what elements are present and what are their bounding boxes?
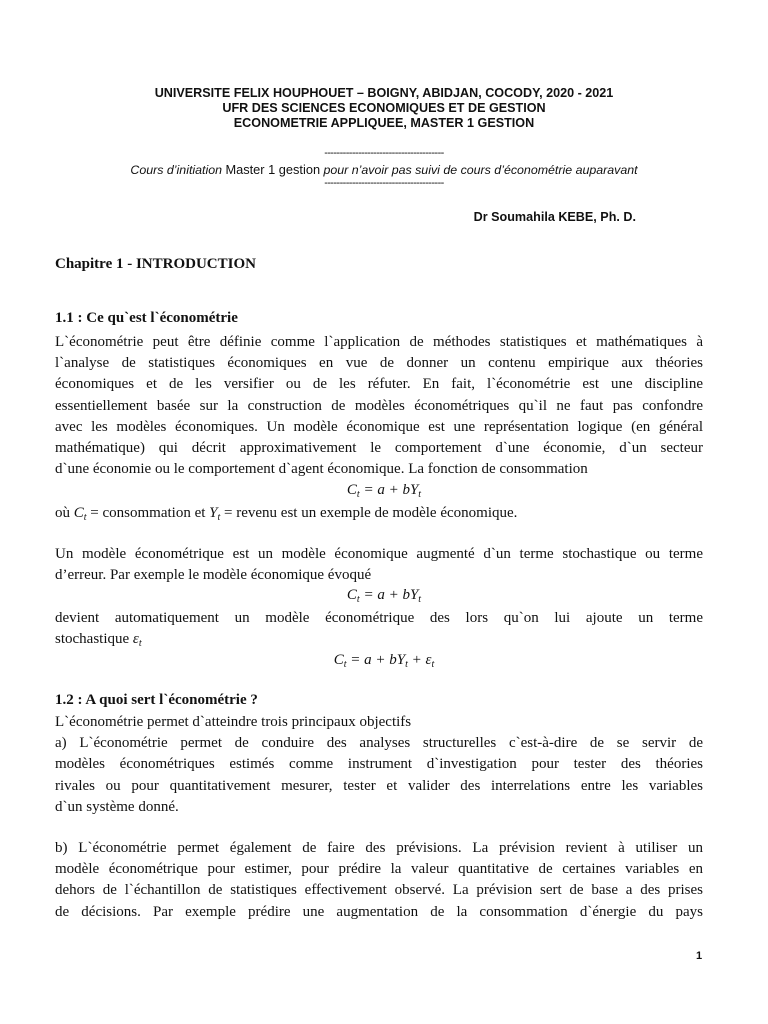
paragraph-line: d’erreur. Par exemple le modèle économique évoqué — [55, 567, 372, 584]
intro-part3: pour n’avoir pas suivi de cours d’économétrie auparavant — [320, 163, 638, 177]
paragraph-line: b) L`économétrie permet également de faire des prévisions. La prévision revient à utiliser un — [55, 840, 703, 856]
section-1-1-paragraph-2 — [55, 544, 703, 586]
paragraph-line: l`analyse de statistiques économiques en vue de donner un contenu empirique aux théories — [55, 355, 703, 372]
paragraph-line: essentiellement basée sur la construction de modèles économétriques qu`il ne faut pas confondre — [55, 397, 703, 414]
section-1-1-paragraph — [55, 332, 703, 480]
equation-economic-model: $C_t = a + bY_t$ — [346, 587, 422, 605]
section-1-2-intro — [55, 712, 703, 818]
course-intro — [0, 162, 768, 177]
paragraph-line: modèles économétriques estimés comme instrument d`investigation pour tester des théories — [55, 756, 703, 773]
paragraph-line: L`économétrie peut être définie comme l`application de méthodes statistiques et mathématiques à — [55, 334, 703, 350]
header-course: ECONOMETRIE APPLIQUEE, MASTER 1 GESTION — [233, 116, 535, 130]
paragraph-line: Un modèle économétrique est un modèle économique augmenté d`un terme stochastique ou terme — [55, 546, 703, 562]
section-1-1-title: 1.1 : Ce qu`est l`économétrie — [55, 310, 238, 326]
section-1-2-item-b — [55, 838, 703, 923]
paragraph-line: stochastique — [55, 631, 133, 648]
paragraph-line: mathématique) qui décrit approximativement le comportement d`une économie, d`un secteur — [55, 440, 703, 457]
paragraph-line: de décisions. Par exemple prédire une augmentation de la consommation d`énergie du pays — [55, 903, 703, 920]
equation-econometric-model: $C_t = a + bY_t + \varepsilon_t$ — [333, 652, 435, 670]
intro-part1: Cours d’initiation — [130, 163, 226, 177]
header-faculty: UFR DES SCIENCES ECONOMIQUES ET DE GESTION — [222, 101, 546, 115]
intro-part2: Master 1 gestion — [225, 162, 321, 177]
paragraph-line: devient automatiquement un modèle économétrique des lors qu`on lui ajoute un terme — [55, 610, 703, 626]
paragraph-line: d`une économie ou le comportement d`agent économique. La fonction de consommation — [55, 461, 588, 478]
paragraph-line: modèle économétrique pour estimer, pour prédire la valeur quantitative de certaines variables en — [55, 861, 703, 878]
paragraph-line: avec les modèles économiques. Un modèle économique est une représentation logique (en général — [55, 418, 703, 435]
equation-definition: où $C_t$ = consommation et $Y_t$ = revenu est un exemple de modèle économique. — [55, 505, 518, 523]
section-1-2-title: 1.2 : A quoi sert l`économétrie ? — [55, 692, 258, 708]
paragraph-line: rivales ou pour quantitativement mesurer, tester et valider des interrelations entre les variables — [55, 777, 703, 794]
author-name: Dr Soumahila KEBE, Ph. D. — [473, 210, 636, 224]
paragraph-line: d`un système donné. — [55, 798, 179, 815]
header-university: UNIVERSITE FELIX HOUPHOUET – BOIGNY, ABIDJAN, COCODY, 2020 - 2021 — [154, 86, 614, 100]
page-number: 1 — [696, 950, 703, 962]
chapter-title: Chapitre 1 - INTRODUCTION — [55, 256, 256, 272]
paragraph-line: L`économétrie permet d`atteindre trois principaux objectifs — [55, 714, 412, 730]
separator-bottom: --------------------------------------- — [324, 177, 444, 189]
separator-top: --------------------------------------- — [324, 147, 444, 159]
paragraph-line: économiques et de les versifier ou de les réfuter. En fait, l`économétrie est une discipline — [55, 376, 703, 393]
paragraph-line: dehors de l`échantillon de statistiques effectivement observé. La prévision sert de base a des prises — [55, 882, 703, 899]
equation-consumption: $C_t = a + bY_t$ — [346, 482, 422, 500]
section-1-1-paragraph-3: devient automatiquement un modèle économétrique des lors qu`on lui ajoute un terme stochastique $\varepsilon_t$ — [55, 610, 703, 650]
paragraph-line: a) L`économétrie permet de conduire des analyses structurelles c`est-à-dire de se servir de — [55, 735, 703, 752]
